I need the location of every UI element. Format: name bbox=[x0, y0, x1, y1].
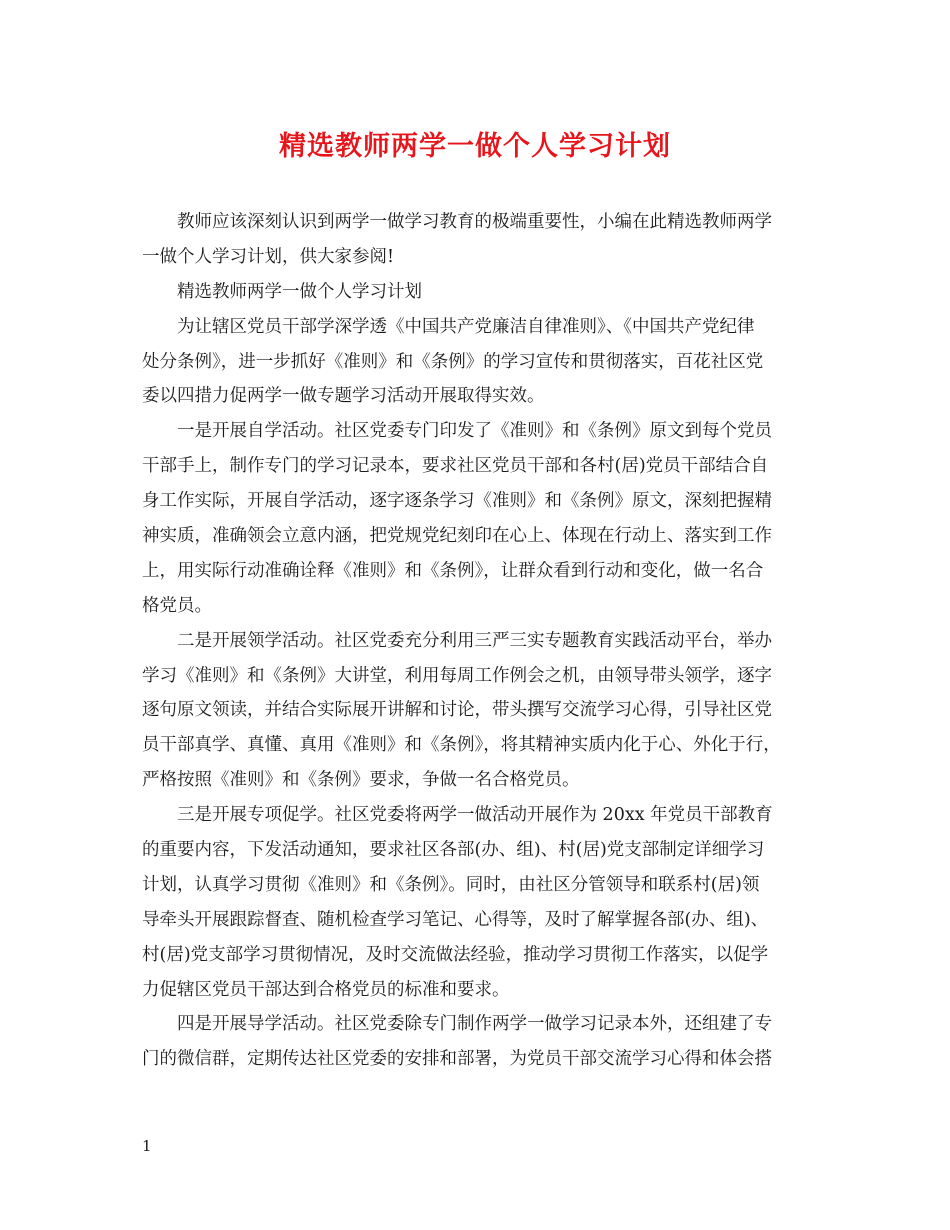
paragraph bbox=[142, 275, 832, 310]
paragraph-line: 严格按照《准则》和《条例》要求，争做一名合格党员。 bbox=[142, 770, 580, 791]
paragraph-line: 门的微信群，定期传达社区党委的安排和部署，为党员干部交流学习心得和体会搭 bbox=[142, 1049, 772, 1070]
paragraph-line: 为让辖区党员干部学深学透《中国共产党廉洁自律准则》、《中国共产党纪律 bbox=[177, 316, 755, 337]
paragraph-line: 导牵头开展跟踪督查、随机检查学习笔记、心得等，及时了解掌握各部(办、组)、 bbox=[142, 909, 769, 930]
paragraph-line: 员干部真学、真懂、真用《准则》和《条例》，将其精神实质内化于心、外化于行， bbox=[142, 735, 781, 756]
paragraph-line: 教师应该深刻认识到两学一做学习教育的极端重要性，小编在此精选教师两学 bbox=[177, 212, 772, 232]
paragraph-line: 身工作实际，开展自学活动，逐字逐条学习《准则》和《条例》原文，深刻把握精 bbox=[142, 491, 772, 512]
paragraph-line: 三是开展专项促学。社区党委将两学一做活动开展作为 20xx 年党员干部教育 bbox=[177, 805, 773, 826]
paragraph bbox=[142, 310, 832, 415]
paragraph bbox=[142, 624, 832, 798]
paragraph-line: 二是开展领学活动。社区党委充分利用三严三实专题教育实践活动平台，举办 bbox=[177, 630, 772, 651]
paragraph-line: 委以四措力促两学一做专题学习活动开展取得实效。 bbox=[142, 386, 545, 407]
paragraph bbox=[142, 798, 832, 1007]
paragraph-line: 处分条例》，进一步抓好《准则》和《条例》的学习宣传和贯彻落实，百花社区党 bbox=[142, 351, 764, 372]
paragraph bbox=[142, 205, 832, 275]
paragraph-line: 学习《准则》和《条例》大讲堂，利用每周工作例会之机，由领导带头领学，逐字 bbox=[142, 665, 772, 686]
paragraph-line: 一是开展自学活动。社区党委专门印发了《准则》和《条例》原文到每个党员 bbox=[177, 421, 772, 442]
paragraph bbox=[142, 414, 832, 623]
paragraph-line: 力促辖区党员干部达到合格党员的标准和要求。 bbox=[142, 979, 510, 1000]
paragraph-line: 村(居)党支部学习贯彻情况，及时交流做法经验，推动学习贯彻工作落实，以促学 bbox=[142, 944, 769, 965]
document-title: 精选教师两学一做个人学习计划 bbox=[279, 131, 671, 162]
paragraph-line: 逐句原文领读，并结合实际展开讲解和讨论，带头撰写交流学习心得，引导社区党 bbox=[142, 700, 772, 721]
paragraph-line: 干部手上，制作专门的学习记录本，要求社区党员干部和各村(居)党员干部结合自 bbox=[142, 456, 769, 477]
paragraph-line: 上，用实际行动准确诠释《准则》和《条例》，让群众看到行动和变化，做一名合 bbox=[142, 560, 764, 581]
paragraph-line: 四是开展导学活动。社区党委除专门制作两学一做学习记录本外，还组建了专 bbox=[177, 1014, 772, 1035]
paragraph-line: 一做个人学习计划，供大家参阅! bbox=[142, 246, 395, 267]
document-body bbox=[142, 205, 832, 1077]
paragraph bbox=[142, 1007, 832, 1077]
page-number: 1 bbox=[142, 1137, 152, 1155]
paragraph-line: 的重要内容，下发活动通知，要求社区各部(办、组)、村(居)党支部制定详细学习 bbox=[142, 840, 765, 861]
paragraph-line: 计划，认真学习贯彻《准则》和《条例》。同时，由社区分管领导和联系村(居)领 bbox=[142, 874, 760, 895]
paragraph-line: 神实质，准确领会立意内涵，把党规党纪刻印在心上、体现在行动上、落实到工作 bbox=[142, 526, 772, 547]
paragraph-line: 精选教师两学一做个人学习计划 bbox=[177, 281, 422, 302]
paragraph-line: 格党员。 bbox=[142, 595, 212, 616]
